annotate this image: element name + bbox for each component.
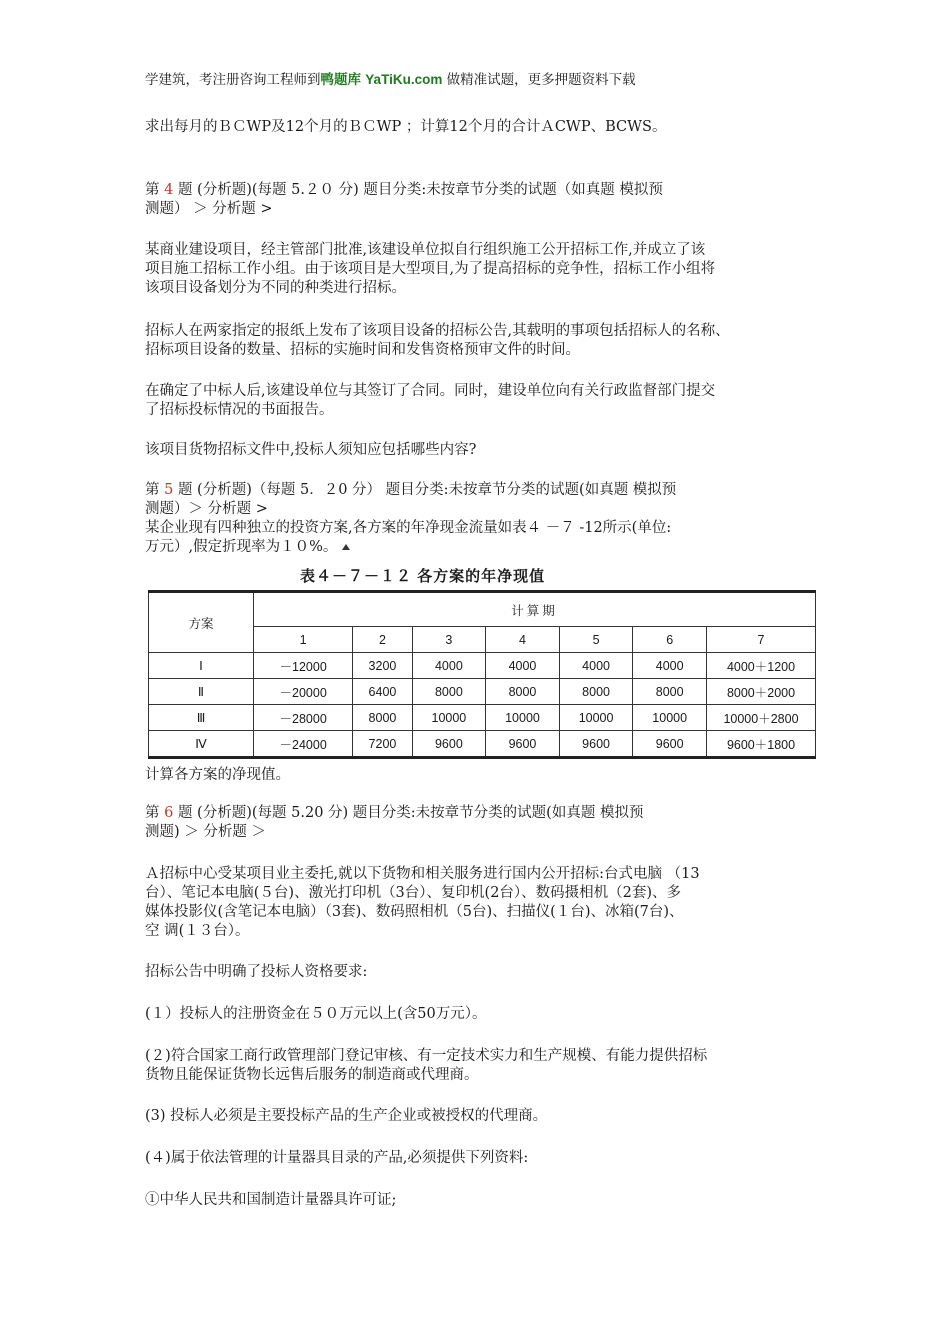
value-cell: 9600 xyxy=(559,731,633,758)
question-prefix: 第 xyxy=(145,805,165,821)
text-line: 求出每月的ＢＣWP及12个月的ＢＣWP ；计算12个月的合计ＡCWP、BCWS。 xyxy=(145,119,667,135)
value-cell: 4000 xyxy=(412,653,486,679)
value-cell: 4000＋1200 xyxy=(707,653,816,679)
brand-link[interactable]: YaTiKu.com xyxy=(365,72,443,87)
question-4-title xyxy=(145,180,663,200)
table-row xyxy=(149,731,816,758)
question-5-category: 测题）＞ 分析题 > xyxy=(145,501,268,517)
period-cell: 5 xyxy=(559,627,633,653)
question-meta: 题 (分析题)(每题 5.20 分) 题目分类:未按章节分类的试题(如真题 模拟预 xyxy=(173,805,644,821)
requirement-item: (3) 投标人必须是主要投标产品的生产企业或被授权的代理商。 xyxy=(145,1108,548,1124)
paragraph-line: 货物且能保证货物长远售后服务的制造商或代理商。 xyxy=(145,1067,479,1083)
question-6-category: 测题) ＞ 分析题 ＞ xyxy=(145,824,266,840)
question-number: 6 xyxy=(164,805,174,821)
value-cell: 7200 xyxy=(353,731,412,758)
table-row xyxy=(149,705,816,731)
requirement-item: (１）投标人的注册资金在５０万元以上(含50万元）。 xyxy=(145,1006,487,1022)
table-row xyxy=(149,653,816,679)
value-cell: 8000 xyxy=(412,679,486,705)
paragraph-line: 该项目设备划分为不同的种类进行招标。 xyxy=(145,280,406,296)
paragraph-line: 媒体投影仪(含笔记本电脑）（3套)、数码照相机（5台)、扫描仪(１台)、冰箱(7台)、 xyxy=(145,904,684,920)
value-cell: 4000 xyxy=(633,653,707,679)
value-cell: 8000 xyxy=(633,679,707,705)
question-meta: 题 (分析题)(每题 5.２０ 分) 题目分类:未按章节分类的试题（如真题 模拟预 xyxy=(173,182,663,198)
paragraph-text: 万元）,假定折现率为１０%。 xyxy=(145,539,338,555)
paragraph-line: 招标项目设备的数量、招标的实施时间和发售资格预审文件的时间。 xyxy=(145,342,580,358)
paragraph-line xyxy=(145,537,351,557)
table-header-row xyxy=(149,592,816,627)
period-cell: 1 xyxy=(254,627,353,653)
question-prefix: 第 xyxy=(145,482,165,498)
paragraph-line: 招标公告中明确了投标人资格要求: xyxy=(145,964,368,980)
paragraph-line: Ａ招标中心受某项目业主委托,就以下货物和相关服务进行国内公开招标:台式电脑 （13 xyxy=(145,866,700,882)
question-prefix: 第 xyxy=(145,182,165,198)
value-cell: 9600 xyxy=(412,731,486,758)
period-cell: 4 xyxy=(486,627,560,653)
paragraph-line: 招标人在两家指定的报纸上发布了该项目设备的招标公告,其载明的事项包括招标人的名称、 xyxy=(145,323,730,339)
paragraph-line: 项目施工招标工作小组。由于该项目是大型项目,为了提高招标的竞争性，招标工作小组将 xyxy=(145,261,716,277)
header-banner xyxy=(145,70,636,90)
requirement-subitem: ①中华人民共和国制造计量器具许可证; xyxy=(145,1192,397,1208)
table-caption: 表４－７－１２ 各方案的年净现值 xyxy=(300,568,546,585)
value-cell: 3200 xyxy=(353,653,412,679)
paragraph-line: 某商业建设项目，经主管部门批准,该建设单位拟自行组织施工公开招标工作,并成立了该 xyxy=(145,242,706,258)
requirement-item: (２)符合国家工商行政管理部门登记审核、有一定技术实力和生产规模、有能力提供招标 xyxy=(145,1048,708,1064)
value-cell: 10000 xyxy=(412,705,486,731)
cash-flow-table xyxy=(148,590,816,759)
plan-cell: Ⅱ xyxy=(149,679,254,705)
header-prefix: 学建筑，考注册咨询工程师到 xyxy=(145,72,321,88)
period-cell: 6 xyxy=(633,627,707,653)
paragraph-line: 了招标投标情况的书面报告。 xyxy=(145,402,334,418)
plan-cell: Ⅳ xyxy=(149,731,254,758)
plan-cell: Ⅰ xyxy=(149,653,254,679)
value-cell: －20000 xyxy=(254,679,353,705)
header-suffix: 做精准试题，更多押题资料下载 xyxy=(446,72,636,88)
edit-mark-icon xyxy=(341,543,351,551)
period-cell: 3 xyxy=(412,627,486,653)
value-cell: 8000＋2000 xyxy=(707,679,816,705)
value-cell: 10000＋2800 xyxy=(707,705,816,731)
requirement-item: (４)属于依法管理的计量器具目录的产品,必须提供下列资料: xyxy=(145,1150,529,1166)
period-cell: 2 xyxy=(353,627,412,653)
value-cell: 4000 xyxy=(559,653,633,679)
value-cell: －12000 xyxy=(254,653,353,679)
table-row xyxy=(149,679,816,705)
value-cell: 9600 xyxy=(633,731,707,758)
paragraph-line: 某企业现有四种独立的投资方案,各方案的年净现金流量如表４ －７ -12所示(单位: xyxy=(145,520,672,536)
plan-cell: Ⅲ xyxy=(149,705,254,731)
question-number: 5 xyxy=(164,482,174,498)
value-cell: 9600＋1800 xyxy=(707,731,816,758)
value-cell: 10000 xyxy=(633,705,707,731)
paragraph-line: 空 调(１３台）。 xyxy=(145,923,250,939)
value-cell: 8000 xyxy=(559,679,633,705)
column-header-plan: 方案 xyxy=(149,592,254,653)
value-cell: 4000 xyxy=(486,653,560,679)
value-cell: 6400 xyxy=(353,679,412,705)
value-cell: 10000 xyxy=(486,705,560,731)
question-6-title xyxy=(145,803,643,823)
question-meta: 题 (分析题)（每题 5．２0 分） 题目分类:未按章节分类的试题(如真题 模拟预 xyxy=(173,482,677,498)
paragraph-line: 在确定了中标人后,该建设单位与其签订了合同。同时，建设单位向有关行政监督部门提交 xyxy=(145,383,716,399)
value-cell: 10000 xyxy=(559,705,633,731)
value-cell: 8000 xyxy=(353,705,412,731)
value-cell: －28000 xyxy=(254,705,353,731)
brand-name-cn[interactable]: 鸭题库 xyxy=(320,72,361,88)
column-header-period: 计算期 xyxy=(254,592,816,627)
value-cell: 8000 xyxy=(486,679,560,705)
question-prompt: 该项目货物招标文件中,投标人须知应包括哪些内容? xyxy=(145,442,477,458)
paragraph-line: 台）、笔记本电脑(５台)、激光打印机（3台）、复印机(2台）、数码摄相机（2套)、多 xyxy=(145,885,682,901)
question-5-title xyxy=(145,480,676,500)
value-cell: －24000 xyxy=(254,731,353,758)
question-number: 4 xyxy=(164,182,174,198)
question-prompt: 计算各方案的净现值。 xyxy=(145,767,290,783)
period-cell: 7 xyxy=(707,627,816,653)
value-cell: 9600 xyxy=(486,731,560,758)
question-4-category: 测题） ＞ 分析题 > xyxy=(145,201,273,217)
